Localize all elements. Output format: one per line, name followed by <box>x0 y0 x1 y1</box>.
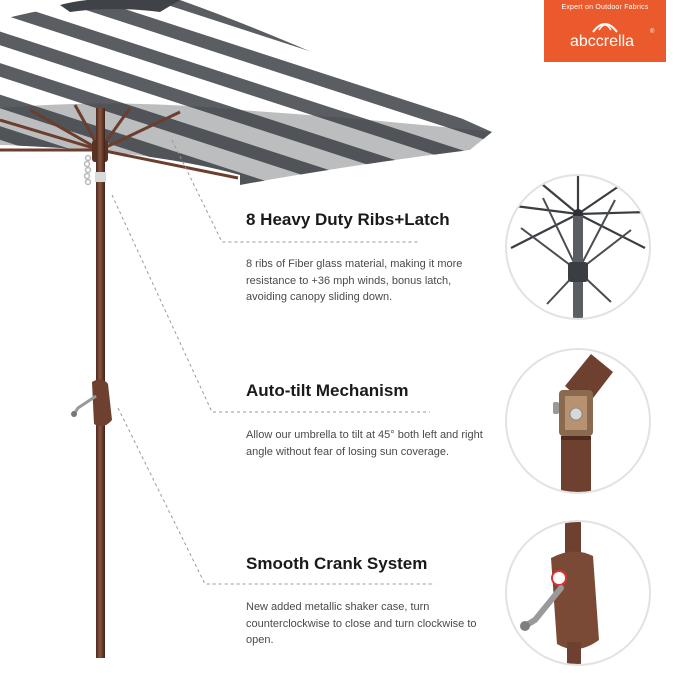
latch-band <box>95 172 106 182</box>
brand-reg-mark: ® <box>650 29 655 35</box>
latch-chain <box>85 156 91 185</box>
brand-tagline: Expert on Outdoor Fabrics <box>561 4 649 11</box>
ribs-detail-icon <box>507 176 649 318</box>
feature-desc-tilt: Allow our umbrella to tilt at 45° both left and right angle without fear of losing sun coverage. <box>246 429 483 458</box>
leader-lines <box>112 140 435 584</box>
feature-desc-crank: New added metallic shaker case, turn counterclockwise to close and turn clockwise to open. <box>246 601 477 646</box>
crank-housing <box>71 379 112 426</box>
ribs-detail-image <box>505 174 651 320</box>
tilt-detail-icon <box>507 350 649 492</box>
brand-logo <box>544 0 666 62</box>
feature-title-tilt: Auto-tilt Mechanism <box>246 381 409 400</box>
feature-title-crank: Smooth Crank System <box>246 554 428 573</box>
canopy-shape <box>0 0 492 185</box>
crank-detail-icon <box>507 522 649 664</box>
feature-desc-ribs: 8 ribs of Fiber glass material, making it more resistance to +36 mph winds, bonus latch, avoiding canopy sliding down. <box>246 258 463 303</box>
tilt-detail-image <box>505 348 651 494</box>
feature-title-ribs: 8 Heavy Duty Ribs+Latch <box>246 210 450 229</box>
brand-name: abccrella <box>569 33 635 50</box>
crank-detail-image <box>505 520 651 666</box>
